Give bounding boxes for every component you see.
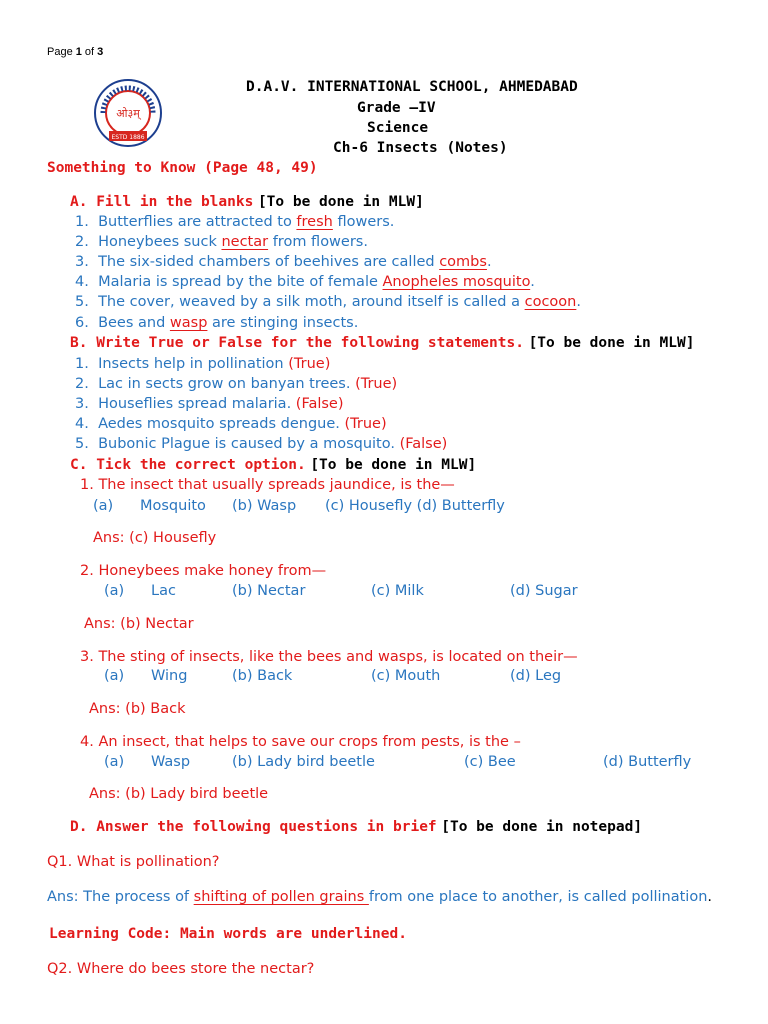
- question-text: 3. The sting of insects, like the bees and wasps, is located on their—: [80, 649, 578, 665]
- option: (c) Housefly (d) Butterfly: [325, 498, 505, 514]
- section-b-heading: B. Write True or False for the following statements. [To be done in MLW]: [70, 335, 695, 351]
- option: (b) Wasp: [232, 498, 297, 514]
- option: (c) Milk: [371, 583, 424, 599]
- chapter-title: Ch-6 Insects (Notes): [333, 140, 508, 156]
- option: (d) Butterfly: [603, 754, 692, 770]
- page-number: Page 1 of 3: [47, 46, 104, 58]
- option: (c) Mouth: [371, 668, 441, 684]
- question-text: 1. The insect that usually spreads jaundice, is the—: [80, 477, 455, 493]
- svg-text:ओ३म्: ओ३म्: [116, 107, 140, 120]
- answer-text: Ans: (b) Lady bird beetle: [89, 786, 269, 802]
- section-c-heading: C. Tick the correct option. [To be done in MLW]: [70, 457, 477, 473]
- section-title: Something to Know (Page 48, 49): [47, 160, 318, 176]
- learning-code: Learning Code: Main words are underlined.: [49, 926, 407, 942]
- answer-text: Ans: (b) Nectar: [84, 616, 194, 632]
- question-text: 4. An insect, that helps to save our crops from pests, is the –: [80, 734, 521, 750]
- question-text: 2. Honeybees make honey from—: [80, 563, 327, 579]
- question-2: Q2. Where do bees store the nectar?: [47, 961, 315, 977]
- option: (b) Lady bird beetle: [232, 754, 375, 770]
- section-a-heading: A. Fill in the blanks [To be done in MLW]: [70, 194, 424, 210]
- answer-text: Ans: (c) Housefly: [93, 530, 217, 546]
- list-item: 2. Honeybees suck nectar from flowers.: [75, 234, 368, 250]
- list-item: 4. Malaria is spread by the bite of female Anopheles mosquito.: [75, 274, 535, 290]
- option: (d) Leg: [510, 668, 562, 684]
- option: Lac: [151, 583, 176, 599]
- option: (a): [104, 583, 125, 599]
- school-logo: [93, 78, 163, 148]
- option: (b) Back: [232, 668, 293, 684]
- option: Mosquito: [140, 498, 206, 514]
- option: (a): [104, 754, 125, 770]
- grade-title: Grade –IV: [357, 100, 436, 116]
- list-item: 6. Bees and wasp are stinging insects.: [75, 315, 359, 331]
- answer-1: Ans: The process of shifting of pollen grains from one place to another, is called pollination.: [47, 889, 712, 905]
- option: (a): [104, 668, 125, 684]
- question-1: Q1. What is pollination?: [47, 854, 220, 870]
- list-item: 3. The six-sided chambers of beehives are called combs.: [75, 254, 492, 270]
- list-item: 4. Aedes mosquito spreads dengue. (True): [75, 416, 387, 432]
- subject-title: Science: [367, 120, 429, 136]
- answer-text: Ans: (b) Back: [89, 701, 186, 717]
- list-item: 3. Houseflies spread malaria. (False): [75, 396, 344, 412]
- svg-text:ESTD 1886: ESTD 1886: [111, 134, 145, 141]
- option: (b) Nectar: [232, 583, 306, 599]
- option: (a): [93, 498, 114, 514]
- section-d-heading: D. Answer the following questions in brief [To be done in notepad]: [70, 819, 643, 835]
- list-item: 2. Lac in sects grow on banyan trees. (True): [75, 376, 398, 392]
- option: Wing: [151, 668, 188, 684]
- list-item: 5. Bubonic Plague is caused by a mosquito. (False): [75, 436, 448, 452]
- list-item: 1. Butterflies are attracted to fresh flowers.: [75, 214, 395, 230]
- option: Wasp: [151, 754, 191, 770]
- option: (c) Bee: [464, 754, 516, 770]
- list-item: 5. The cover, weaved by a silk moth, around itself is called a cocoon.: [75, 294, 581, 310]
- option: (d) Sugar: [510, 583, 578, 599]
- list-item: 1. Insects help in pollination (True): [75, 356, 331, 372]
- school-name: D.A.V. INTERNATIONAL SCHOOL, AHMEDABAD: [246, 79, 578, 95]
